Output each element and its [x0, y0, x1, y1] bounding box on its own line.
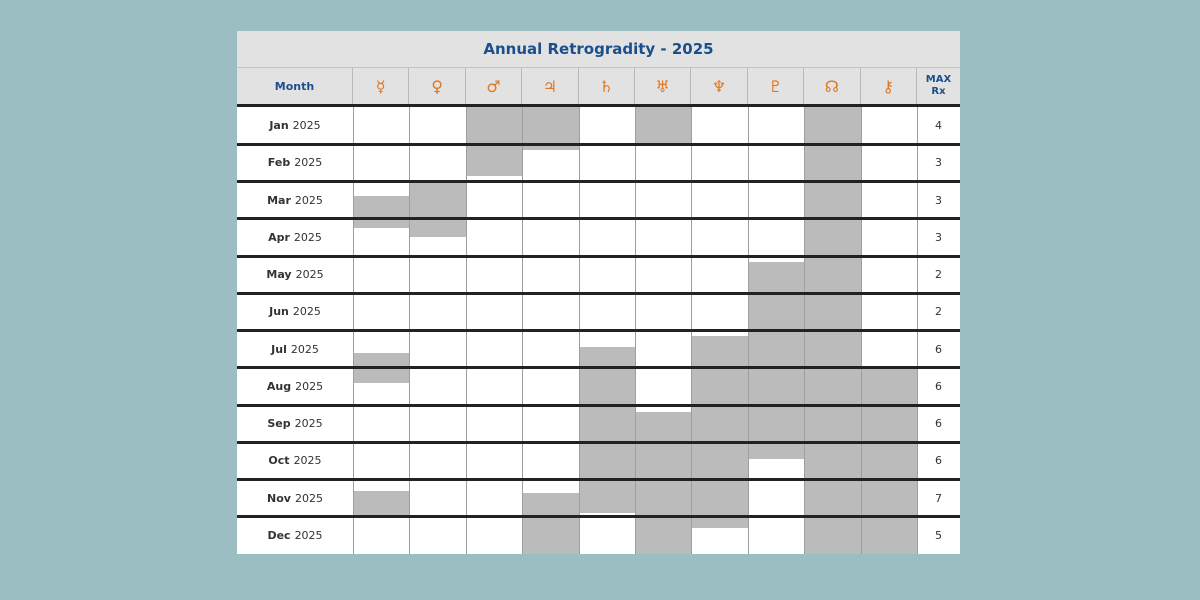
month-name: Jan — [269, 119, 289, 133]
max-rx-column-header — [917, 68, 960, 104]
month-name: Feb — [267, 156, 291, 170]
month-year: 2025 — [294, 528, 323, 542]
month-column-header: Month — [237, 68, 353, 104]
month-year: 2025 — [290, 342, 319, 356]
month-label — [237, 146, 353, 180]
retrograde-bar — [353, 491, 409, 515]
retrograde-bar — [579, 347, 635, 513]
month-label — [237, 220, 353, 254]
north-node-icon: ☊ — [804, 68, 860, 104]
month-name: Mar — [267, 193, 291, 207]
month-label — [237, 444, 353, 478]
neptune-icon: ♆ — [691, 68, 747, 104]
month-year: 2025 — [294, 417, 323, 431]
header-row — [237, 68, 960, 107]
month-year: 2025 — [294, 491, 323, 505]
uranus-icon: ♅ — [635, 68, 691, 104]
month-label — [237, 183, 353, 217]
month-year: 2025 — [292, 119, 321, 133]
month-name: Jun — [269, 305, 289, 319]
retrograde-bar — [861, 368, 917, 554]
max-rx-value: 6 — [935, 379, 942, 393]
retrograde-bar — [353, 196, 409, 228]
mars-icon: ♂ — [466, 68, 522, 104]
max-rx-value: 3 — [935, 193, 942, 207]
month-name: Aug — [266, 379, 292, 393]
month-year: 2025 — [294, 193, 323, 207]
max-rx-value: 7 — [935, 491, 942, 505]
table-title: Annual Retrogradity - 2025 — [237, 31, 960, 68]
max-label: MAX — [925, 74, 952, 85]
month-label — [237, 332, 353, 366]
max-rx-value: 5 — [935, 528, 942, 542]
retrogradity-table — [237, 31, 960, 554]
chiron-icon: ⚷ — [861, 68, 917, 104]
month-name: Sep — [267, 417, 291, 431]
month-label — [237, 109, 353, 143]
max-rx-value: 6 — [935, 417, 942, 431]
rx-label: Rx — [931, 86, 946, 97]
month-year: 2025 — [292, 305, 321, 319]
jupiter-icon: ♃ — [522, 68, 578, 104]
month-name: Oct — [268, 454, 290, 468]
month-name: Nov — [267, 491, 291, 505]
month-year: 2025 — [294, 156, 323, 170]
month-label — [237, 258, 353, 292]
month-label — [237, 481, 353, 515]
max-rx-value: 6 — [935, 454, 942, 468]
saturn-icon: ♄ — [579, 68, 635, 104]
venus-icon: ♀ — [409, 68, 465, 104]
max-rx-value: 3 — [935, 156, 942, 170]
month-name: Jul — [271, 342, 287, 356]
retrograde-bar — [635, 412, 691, 554]
retrograde-bar — [466, 107, 522, 176]
month-year: 2025 — [295, 379, 324, 393]
month-name: Dec — [267, 528, 291, 542]
max-rx-value: 2 — [935, 305, 942, 319]
max-rx-value: 2 — [935, 268, 942, 282]
retrograde-bar — [522, 493, 578, 554]
month-year: 2025 — [293, 454, 322, 468]
retrograde-bar — [409, 182, 465, 238]
month-label — [237, 518, 353, 552]
month-label — [237, 407, 353, 441]
mercury-icon: ☿ — [353, 68, 409, 104]
retrograde-grid — [237, 107, 960, 554]
retrograde-bar — [635, 107, 691, 144]
month-label — [237, 369, 353, 403]
month-year: 2025 — [295, 268, 324, 282]
month-name: Apr — [268, 230, 290, 244]
max-rx-value: 6 — [935, 342, 942, 356]
max-rx-value: 3 — [935, 230, 942, 244]
month-label — [237, 295, 353, 329]
max-rx-value: 4 — [935, 119, 942, 133]
pluto-icon: ♇ — [748, 68, 804, 104]
month-name: May — [266, 268, 292, 282]
retrograde-bar — [691, 336, 747, 528]
month-year: 2025 — [293, 230, 322, 244]
